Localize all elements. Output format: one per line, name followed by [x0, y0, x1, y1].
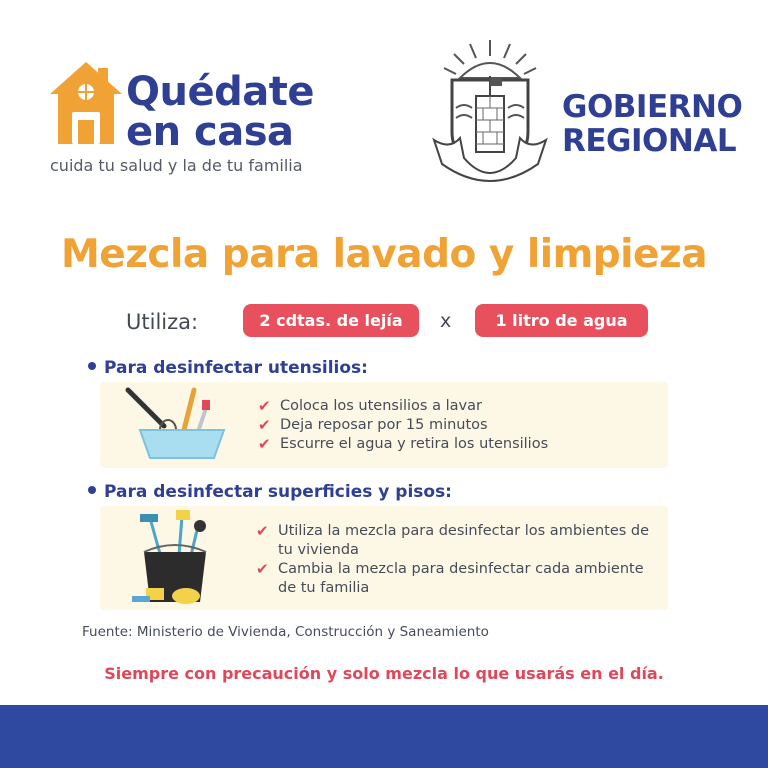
surfaces-steps	[256, 522, 656, 598]
mix-label: Utiliza:	[126, 310, 199, 334]
brand-line-2: en casa	[126, 109, 294, 155]
check-icon: ✔	[258, 416, 271, 434]
list-item: ✔ Escurre el agua y retira los utensilios	[258, 435, 549, 453]
list-item: ✔ Utiliza la mezcla para desinfectar los ambientes de tu vivienda	[256, 522, 650, 558]
list-item: ✔ Cambia la mezcla para desinfectar cada ambiente de tu familia	[256, 560, 644, 596]
bleach-amount-badge: 2 cdtas. de lejía	[243, 304, 419, 337]
section-surfaces-heading	[88, 482, 452, 502]
water-amount-badge: 1 litro de agua	[475, 304, 648, 337]
house-icon	[48, 60, 124, 146]
brand-line-1: Quédate	[126, 69, 314, 115]
section-heading-text: Para desinfectar superficies y pisos:	[104, 482, 452, 502]
check-icon: ✔	[256, 522, 269, 540]
check-icon: ✔	[256, 560, 269, 578]
utensils-steps	[258, 397, 548, 454]
quedate-en-casa-logo	[48, 60, 348, 180]
region-callao-seal	[430, 38, 550, 188]
safety-notice: Siempre con precaución y solo mezcla lo que usarás en el día.	[104, 664, 664, 683]
bullet-icon	[88, 486, 96, 494]
list-item: ✔ Coloca los utensilios a lavar	[258, 397, 482, 415]
bowl-utensils-icon	[122, 386, 232, 462]
gov-line-1: GOBIERNO	[562, 89, 743, 125]
times-sign: x	[440, 310, 452, 332]
check-icon: ✔	[258, 397, 271, 415]
brand-tagline: cuida tu salud y la de tu familia	[50, 156, 303, 175]
page-title: Mezcla para lavado y limpieza	[60, 232, 708, 277]
bucket-cleaning-icon	[130, 508, 220, 608]
section-utensils-heading	[88, 358, 368, 378]
check-icon: ✔	[258, 435, 271, 453]
list-item: ✔ Deja reposar por 15 minutos	[258, 416, 488, 434]
bullet-icon	[88, 362, 96, 370]
gobierno-regional-label	[562, 90, 742, 158]
footer-bar	[0, 705, 768, 768]
section-heading-text: Para desinfectar utensilios:	[104, 358, 368, 378]
source-note: Fuente: Ministerio de Vivienda, Construcción y Saneamiento	[82, 624, 489, 640]
gov-line-2: REGIONAL	[562, 123, 737, 159]
